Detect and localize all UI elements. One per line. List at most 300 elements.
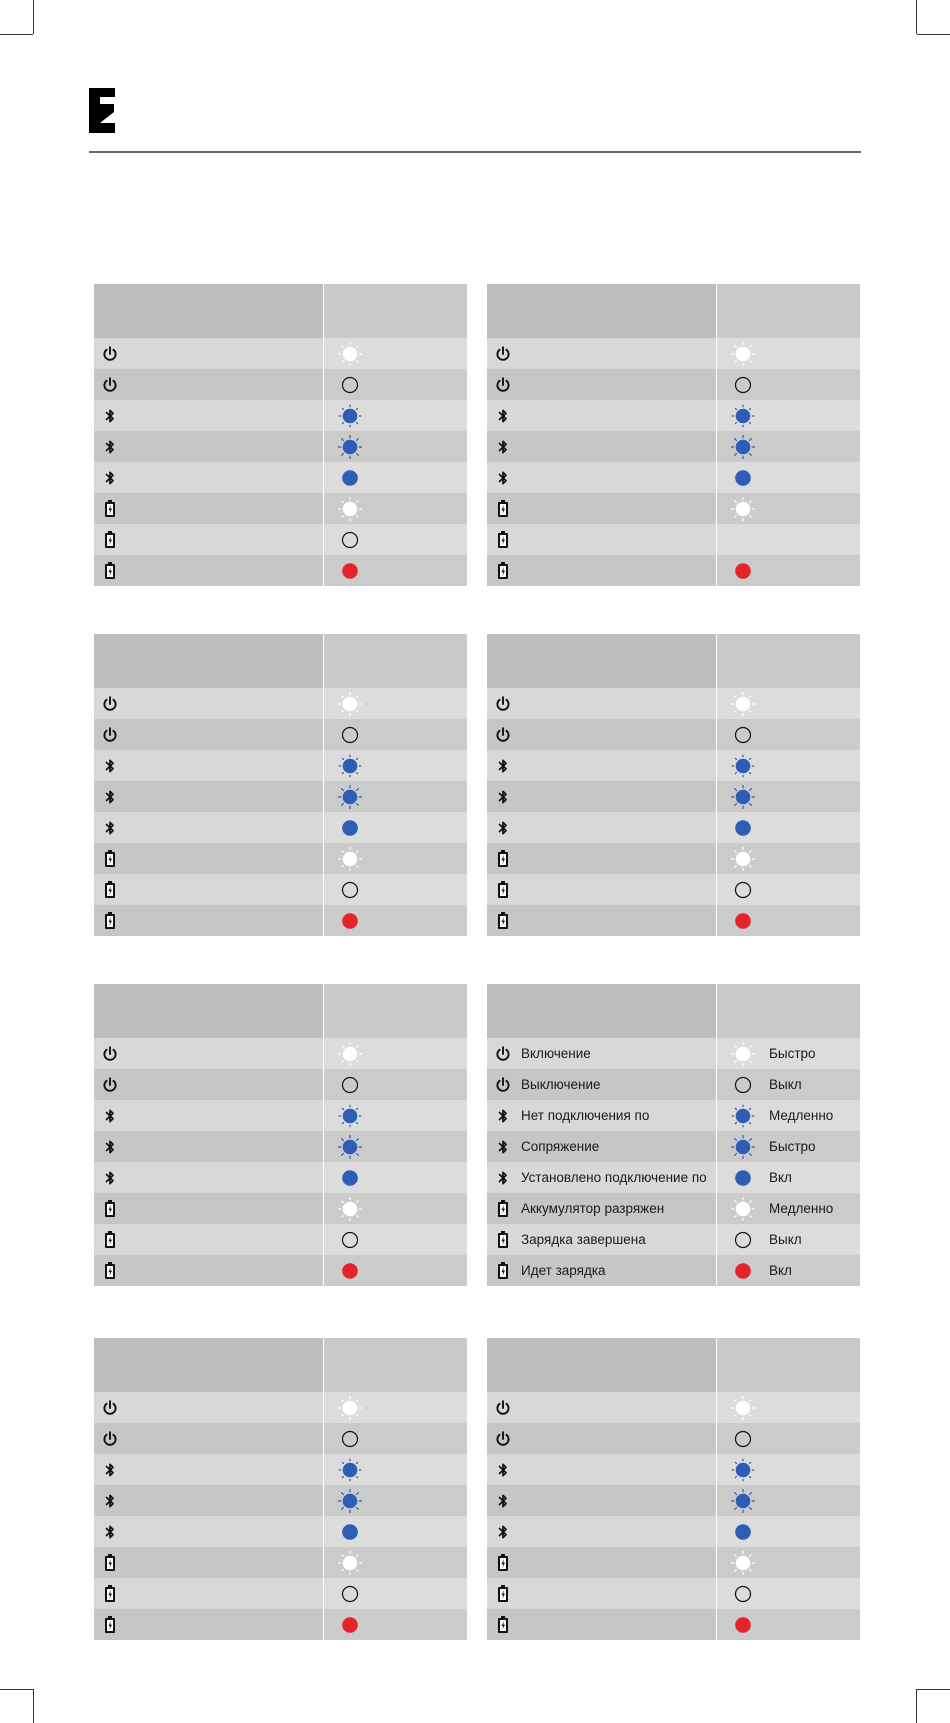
- power-icon: [102, 695, 118, 713]
- led-cell: [717, 843, 860, 874]
- table-header: [487, 1338, 860, 1392]
- table-row: [94, 1038, 467, 1069]
- power-icon: [495, 1430, 511, 1448]
- led-cell: [717, 338, 860, 369]
- led-status-label: Медленно: [769, 1108, 834, 1123]
- led-blue-blinking: [731, 1104, 755, 1128]
- function-cell: [487, 1454, 716, 1485]
- led-red-solid: [731, 559, 755, 583]
- led-red-solid: [731, 1613, 755, 1637]
- led-off: [338, 528, 362, 552]
- table-row: [487, 1162, 860, 1193]
- led-white-blinking: [731, 847, 755, 871]
- led-cell: [324, 1069, 467, 1100]
- led-white-blinking: [731, 1396, 755, 1420]
- led-status-label: Выкл: [769, 1077, 802, 1092]
- led-white-blinking: [338, 1197, 362, 1221]
- function-cell: [487, 493, 716, 524]
- table-row: [487, 462, 860, 493]
- led-white-blinking: [731, 342, 755, 366]
- bluetooth-icon: [495, 819, 511, 837]
- table-row: [487, 555, 860, 586]
- table-row: [487, 369, 860, 400]
- power-icon: [495, 695, 511, 713]
- battery-icon: [495, 1231, 511, 1249]
- function-cell: [94, 1224, 323, 1255]
- function-label: Зарядка завершена: [521, 1232, 646, 1247]
- table-row: [487, 493, 860, 524]
- power-icon: [102, 726, 118, 744]
- power-icon: [102, 1045, 118, 1063]
- table-row: [487, 1038, 860, 1069]
- power-icon: [102, 1430, 118, 1448]
- function-cell: [94, 369, 323, 400]
- led-blue-blinking: [338, 1104, 362, 1128]
- function-cell: [487, 1224, 716, 1255]
- table-row: [94, 431, 467, 462]
- battery-icon: [102, 1231, 118, 1249]
- table-row: [487, 431, 860, 462]
- led-off: [731, 1427, 755, 1451]
- led-red-solid: [338, 559, 362, 583]
- function-cell: [487, 688, 716, 719]
- function-cell: [487, 812, 716, 843]
- function-label: Включение: [521, 1046, 591, 1061]
- table-header: [487, 634, 860, 688]
- led-cell: [717, 719, 860, 750]
- function-cell: [487, 1609, 716, 1640]
- table-row: [94, 1423, 467, 1454]
- header-cell: [487, 1338, 716, 1392]
- function-cell: [94, 1069, 323, 1100]
- led-table: [487, 284, 860, 586]
- function-cell: [487, 1392, 716, 1423]
- led-cell: [324, 1131, 467, 1162]
- led-cell: [324, 1485, 467, 1516]
- bluetooth-icon: [102, 1492, 118, 1510]
- bluetooth-icon: [495, 788, 511, 806]
- table-row: [487, 874, 860, 905]
- power-icon: [495, 1399, 511, 1417]
- table-row: [487, 1255, 860, 1286]
- led-blue-blinking-fast: [338, 1135, 362, 1159]
- header-cell: [717, 284, 860, 338]
- led-off: [731, 878, 755, 902]
- table-row: [94, 1516, 467, 1547]
- led-cell: [717, 874, 860, 905]
- header-cell: [487, 984, 716, 1038]
- header-cell: [487, 634, 716, 688]
- led-cell: [324, 524, 467, 555]
- function-cell: [94, 843, 323, 874]
- led-cell: [717, 1069, 860, 1100]
- led-blue-solid: [338, 1166, 362, 1190]
- led-cell: [717, 688, 860, 719]
- led-cell: [717, 1038, 860, 1069]
- crop-mark: [917, 34, 950, 35]
- led-off: [338, 878, 362, 902]
- led-cell: [324, 1547, 467, 1578]
- table-row: [94, 1193, 467, 1224]
- power-icon: [102, 345, 118, 363]
- bluetooth-icon: [102, 757, 118, 775]
- led-table: [94, 1338, 467, 1640]
- header-cell: [487, 284, 716, 338]
- led-off: [338, 723, 362, 747]
- led-blue-blinking-fast: [338, 785, 362, 809]
- led-cell: [324, 1162, 467, 1193]
- led-red-solid: [338, 909, 362, 933]
- led-cell: [717, 812, 860, 843]
- header-cell: [324, 284, 467, 338]
- led-cell: [324, 750, 467, 781]
- led-status-label: Быстро: [769, 1139, 816, 1154]
- led-blue-solid: [338, 816, 362, 840]
- header-cell: [717, 1338, 860, 1392]
- led-cell: [717, 1100, 860, 1131]
- function-cell: [94, 338, 323, 369]
- table-row: [94, 750, 467, 781]
- table-row: [94, 781, 467, 812]
- battery-icon: [102, 1585, 118, 1603]
- bluetooth-icon: [102, 1523, 118, 1541]
- table-row: [94, 1578, 467, 1609]
- function-cell: [487, 1162, 716, 1193]
- bluetooth-icon: [495, 1169, 511, 1187]
- header-cell: [94, 634, 323, 688]
- table-header: [94, 284, 467, 338]
- led-cell: [324, 338, 467, 369]
- function-cell: [487, 1547, 716, 1578]
- function-cell: [94, 1255, 323, 1286]
- function-cell: [94, 1454, 323, 1485]
- led-none: [731, 528, 755, 552]
- led-cell: [324, 555, 467, 586]
- led-cell: [324, 1454, 467, 1485]
- function-cell: [94, 462, 323, 493]
- function-cell: [487, 905, 716, 936]
- power-icon: [102, 376, 118, 394]
- battery-icon: [102, 881, 118, 899]
- header-cell: [94, 984, 323, 1038]
- led-status-label: Вкл: [769, 1263, 792, 1278]
- function-cell: [487, 874, 716, 905]
- led-cell: [324, 1255, 467, 1286]
- crop-mark: [916, 1689, 917, 1723]
- function-cell: [487, 1516, 716, 1547]
- led-cell: [324, 1578, 467, 1609]
- led-cell: [324, 493, 467, 524]
- led-cell: [717, 1193, 860, 1224]
- power-icon: [495, 345, 511, 363]
- battery-icon: [495, 562, 511, 580]
- header-cell: [324, 634, 467, 688]
- table-header: [487, 984, 860, 1038]
- led-cell: [717, 1255, 860, 1286]
- led-cell: [324, 781, 467, 812]
- led-table: [94, 634, 467, 936]
- table-row: [487, 524, 860, 555]
- table-row: [487, 1131, 860, 1162]
- function-cell: [94, 1423, 323, 1454]
- led-table: [94, 984, 467, 1286]
- led-cell: [717, 555, 860, 586]
- power-icon: [495, 1045, 511, 1063]
- table-row: [487, 1454, 860, 1485]
- function-cell: [94, 719, 323, 750]
- table-row: [94, 1069, 467, 1100]
- led-red-solid: [338, 1259, 362, 1283]
- bluetooth-icon: [495, 1523, 511, 1541]
- table-row: [487, 1485, 860, 1516]
- led-cell: [717, 1485, 860, 1516]
- table-row: [94, 1454, 467, 1485]
- power-icon: [495, 726, 511, 744]
- battery-icon: [102, 850, 118, 868]
- table-row: [94, 400, 467, 431]
- led-cell: [717, 1609, 860, 1640]
- table-row: [94, 719, 467, 750]
- power-icon: [495, 1076, 511, 1094]
- function-cell: [94, 688, 323, 719]
- led-blue-blinking-fast: [731, 1489, 755, 1513]
- function-cell: [94, 431, 323, 462]
- table-row: [487, 1193, 860, 1224]
- led-red-solid: [731, 909, 755, 933]
- crop-mark: [33, 0, 34, 34]
- battery-icon: [495, 1554, 511, 1572]
- led-blue-blinking: [731, 754, 755, 778]
- function-cell: [487, 843, 716, 874]
- function-cell: [487, 1423, 716, 1454]
- led-blue-solid: [338, 466, 362, 490]
- table-row: [487, 1578, 860, 1609]
- table-row: [487, 1423, 860, 1454]
- led-blue-blinking: [338, 1458, 362, 1482]
- function-cell: [94, 1131, 323, 1162]
- battery-icon: [495, 500, 511, 518]
- function-cell: [487, 719, 716, 750]
- led-off: [338, 1427, 362, 1451]
- function-cell: [94, 524, 323, 555]
- function-label: Нет подключения по: [521, 1108, 650, 1123]
- bluetooth-icon: [495, 469, 511, 487]
- function-cell: [94, 781, 323, 812]
- battery-icon: [102, 1616, 118, 1634]
- led-cell: [717, 462, 860, 493]
- led-cell: [717, 750, 860, 781]
- function-cell: [487, 1193, 716, 1224]
- function-cell: [94, 874, 323, 905]
- led-white-blinking: [338, 342, 362, 366]
- led-cell: [717, 1578, 860, 1609]
- function-cell: [487, 431, 716, 462]
- battery-icon: [495, 531, 511, 549]
- table-row: [94, 905, 467, 936]
- bluetooth-icon: [102, 788, 118, 806]
- table-row: [487, 338, 860, 369]
- led-cell: [324, 843, 467, 874]
- bluetooth-icon: [102, 1169, 118, 1187]
- led-white-blinking: [338, 847, 362, 871]
- led-cell: [717, 1392, 860, 1423]
- bluetooth-icon: [102, 1107, 118, 1125]
- table-row: [94, 338, 467, 369]
- table-row: [94, 524, 467, 555]
- led-cell: [324, 431, 467, 462]
- function-label: Установлено подключение по: [521, 1170, 707, 1185]
- table-row: [487, 843, 860, 874]
- led-blue-solid: [731, 1166, 755, 1190]
- table-header: [487, 284, 860, 338]
- led-cell: [324, 1038, 467, 1069]
- battery-icon: [495, 912, 511, 930]
- table-row: [487, 905, 860, 936]
- bluetooth-icon: [102, 407, 118, 425]
- bluetooth-icon: [495, 1492, 511, 1510]
- led-cell: [717, 369, 860, 400]
- led-status-label: Выкл: [769, 1232, 802, 1247]
- table-row: [94, 688, 467, 719]
- led-white-blinking: [338, 1042, 362, 1066]
- function-cell: [94, 1547, 323, 1578]
- header-cell: [324, 984, 467, 1038]
- led-blue-blinking: [338, 404, 362, 428]
- function-cell: [94, 750, 323, 781]
- table-row: [487, 1392, 860, 1423]
- bluetooth-icon: [495, 1138, 511, 1156]
- led-cell: [324, 1516, 467, 1547]
- led-white-blinking: [731, 497, 755, 521]
- function-cell: [94, 812, 323, 843]
- table-row: [487, 1547, 860, 1578]
- table-header: [94, 634, 467, 688]
- led-blue-blinking-fast: [731, 435, 755, 459]
- led-white-blinking: [338, 692, 362, 716]
- led-off: [731, 723, 755, 747]
- led-cell: [324, 812, 467, 843]
- led-cell: [717, 431, 860, 462]
- led-cell: [717, 1224, 860, 1255]
- function-cell: [487, 1255, 716, 1286]
- table-row: [94, 1547, 467, 1578]
- battery-icon: [102, 1554, 118, 1572]
- function-cell: [94, 400, 323, 431]
- table-row: [94, 1485, 467, 1516]
- table-row: [94, 369, 467, 400]
- battery-icon: [102, 562, 118, 580]
- led-cell: [324, 1224, 467, 1255]
- led-off: [338, 1582, 362, 1606]
- bluetooth-icon: [102, 438, 118, 456]
- header-cell: [94, 284, 323, 338]
- led-cell: [324, 1193, 467, 1224]
- function-cell: [487, 781, 716, 812]
- led-table: [487, 984, 860, 1286]
- function-label: Идет зарядка: [521, 1263, 606, 1278]
- function-cell: [487, 1131, 716, 1162]
- battery-icon: [495, 1585, 511, 1603]
- table-row: [487, 1069, 860, 1100]
- led-cell: [717, 1131, 860, 1162]
- led-red-solid: [731, 1259, 755, 1283]
- crop-mark: [33, 1689, 34, 1723]
- table-row: [487, 781, 860, 812]
- crop-mark: [916, 0, 917, 34]
- led-status-label: Медленно: [769, 1201, 834, 1216]
- table-row: [487, 1224, 860, 1255]
- table-row: [487, 1516, 860, 1547]
- function-label: Аккумулятор разряжен: [521, 1201, 665, 1216]
- led-cell: [717, 781, 860, 812]
- bluetooth-icon: [495, 1461, 511, 1479]
- function-cell: [487, 1069, 716, 1100]
- led-off: [338, 1228, 362, 1252]
- led-off: [338, 373, 362, 397]
- battery-icon: [102, 912, 118, 930]
- bluetooth-icon: [102, 469, 118, 487]
- table-row: [94, 843, 467, 874]
- led-table: [94, 284, 467, 586]
- function-cell: [94, 1485, 323, 1516]
- led-cell: [717, 493, 860, 524]
- bluetooth-icon: [495, 407, 511, 425]
- function-label: Сопряжение: [521, 1139, 600, 1154]
- led-cell: [717, 905, 860, 936]
- table-row: [94, 1131, 467, 1162]
- led-white-blinking: [731, 1042, 755, 1066]
- table-row: [94, 1609, 467, 1640]
- led-cell: [717, 1423, 860, 1454]
- led-cell: [324, 719, 467, 750]
- battery-icon: [495, 1262, 511, 1280]
- led-cell: [324, 1609, 467, 1640]
- function-cell: [94, 555, 323, 586]
- led-cell: [324, 874, 467, 905]
- function-cell: [94, 905, 323, 936]
- power-icon: [102, 1399, 118, 1417]
- led-blue-blinking: [731, 1458, 755, 1482]
- function-cell: [94, 1100, 323, 1131]
- table-row: [94, 812, 467, 843]
- led-cell: [324, 688, 467, 719]
- led-off: [731, 373, 755, 397]
- table-row: [94, 1162, 467, 1193]
- function-cell: [487, 1485, 716, 1516]
- led-blue-solid: [731, 816, 755, 840]
- table-row: [94, 1392, 467, 1423]
- led-off: [731, 1073, 755, 1097]
- led-blue-solid: [338, 1520, 362, 1544]
- table-row: [487, 719, 860, 750]
- function-cell: [487, 462, 716, 493]
- led-cell: [717, 524, 860, 555]
- function-cell: [487, 1038, 716, 1069]
- table-row: [94, 1100, 467, 1131]
- led-cell: [324, 369, 467, 400]
- led-off: [731, 1228, 755, 1252]
- table-row: [94, 874, 467, 905]
- led-blue-blinking: [338, 754, 362, 778]
- crop-mark: [0, 34, 33, 35]
- crop-mark: [917, 1689, 950, 1690]
- bluetooth-icon: [102, 1138, 118, 1156]
- function-cell: [94, 1162, 323, 1193]
- function-cell: [94, 1516, 323, 1547]
- table-row: [487, 812, 860, 843]
- bluetooth-icon: [495, 757, 511, 775]
- led-table: [487, 1338, 860, 1640]
